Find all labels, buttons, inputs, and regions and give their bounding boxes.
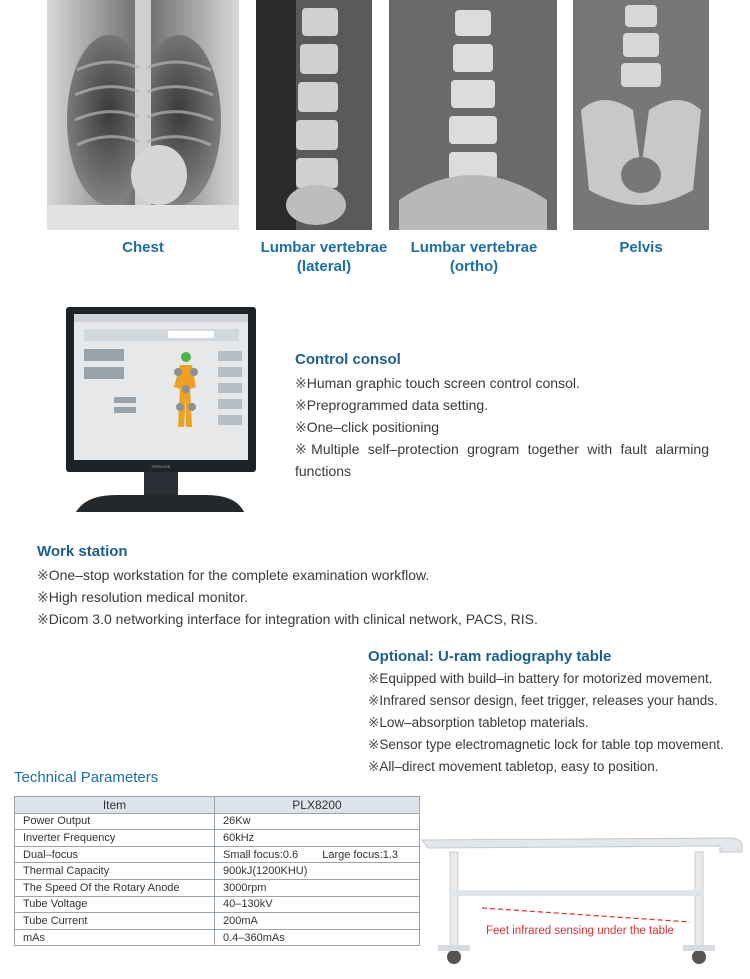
list-item: ※Infrared sensor design, feet trigger, releases your hands. [368, 693, 718, 708]
table-row: Tube Voltage 40–130kV [15, 896, 420, 913]
header-model: PLX8200 [215, 797, 420, 814]
optional-table-title: Optional: U-ram radiography table [368, 648, 612, 665]
caption-lumbar-lateral: Lumbar vertebrae (lateral) [260, 239, 388, 275]
list-item: ※One–stop workstation for the complete examination workflow. [37, 567, 430, 583]
list-item: ※Human graphic touch screen control consol. [295, 375, 580, 391]
list-item: ※Preprogrammed data setting. [295, 397, 489, 413]
lumbar-lateral-xray-image [256, 0, 372, 230]
list-item: ※Low–absorption tabletop materials. [368, 715, 589, 730]
control-consol-title: Control consol [295, 351, 401, 368]
radiography-table-image [420, 830, 750, 970]
caption-pelvis: Pelvis [619, 239, 663, 256]
technical-parameters-title: Technical Parameters [14, 769, 159, 786]
list-item: ※Equipped with build–in battery for motorized movement. [368, 671, 713, 686]
work-station-title: Work station [37, 543, 128, 560]
control-console-monitor-image [66, 307, 256, 522]
table-row: Dual–focus Small focus:0.6 Large focus:1.3 [15, 846, 420, 863]
table-header-row [15, 797, 420, 814]
list-item: ※Multiple self–protection grogram together with fault alarming functions [295, 441, 709, 479]
table-row: The Speed Of the Rotary Anode 3000rpm [15, 879, 420, 896]
feet-sensor-label: Feet infrared sensing under the table [486, 925, 674, 937]
caption-chest: Chest [122, 239, 164, 256]
monitor-brand: PERLOVE [151, 464, 171, 469]
list-item: ※Sensor type electromagnetic lock for table top movement. [368, 737, 724, 752]
table-row: Power Output 26Kw [15, 813, 420, 830]
list-item: ※One–click positioning [295, 419, 440, 435]
table-row: mAs 0.4–360mAs [15, 929, 420, 946]
lumbar-ortho-xray-image [389, 0, 557, 230]
pelvis-xray-image [573, 0, 709, 230]
header-item: Item [15, 797, 215, 814]
list-item: ※All–direct movement tabletop, easy to position. [368, 759, 659, 774]
table-row: Tube Current 200mA [15, 913, 420, 930]
caption-lumbar-ortho: Lumbar vertebrae (ortho) [410, 239, 538, 275]
list-item: ※Dicom 3.0 networking interface for integration with clinical network, PACS, RIS. [37, 611, 538, 627]
list-item: ※High resolution medical monitor. [37, 589, 248, 605]
table-row: Thermal Capacity 900kJ(1200KHU) [15, 863, 420, 880]
table-row: Inverter Frequency 60kHz [15, 830, 420, 847]
chest-xray-image [47, 0, 239, 230]
technical-parameters-table [14, 796, 420, 946]
